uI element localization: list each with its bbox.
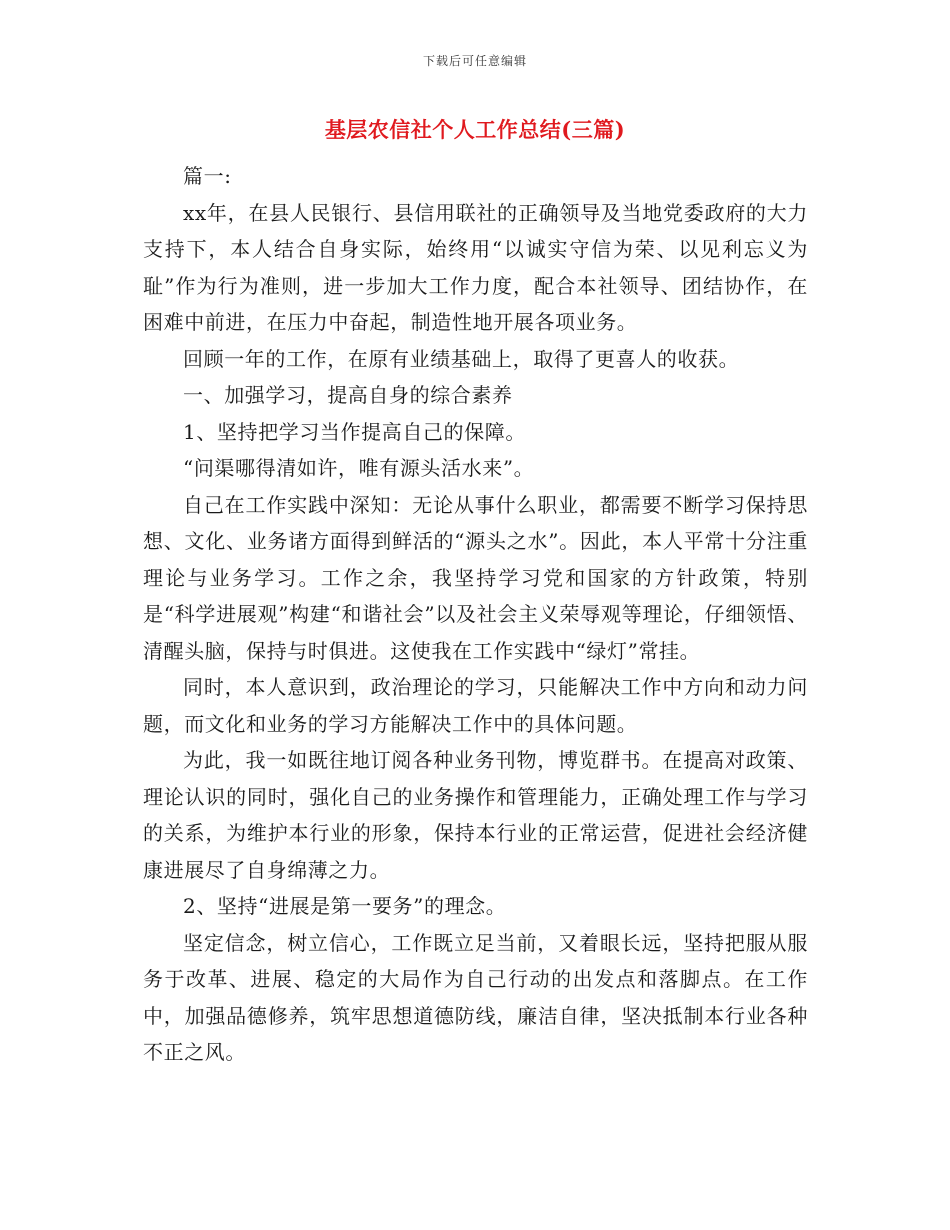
paragraph-belief: 坚定信念，树立信心，工作既立足当前，又着眼长远，坚持把服从服务于改革、进展、稳定的大局作为自己行动的出发点和落脚点。在工作中，加强品德修养，筑牢思想道德防线，廉洁自律，坚决抵制本行业各种不正之风。: [143, 930, 808, 1064]
subheading-point-two: 2、坚持“进展是第一要务”的理念。: [183, 894, 507, 918]
paragraph-intro: xx年，在县人民银行、县信用联社的正确领导及当地党委政府的大力支持下，本人结合自身实际，始终用“以诚实守信为荣、以见利忘义为耻”作为行为准则，进一步加大工作力度，配合本社领导、团结协作，在困难中前进，在压力中奋起，制造性地开展各项业务。: [143, 200, 808, 334]
document-title: 基层农信社个人工作总结(三篇): [324, 117, 626, 142]
section-label-part-one: 篇一:: [183, 164, 232, 188]
paragraph-awareness: 同时，本人意识到，政治理论的学习，只能解决工作中方向和动力问题，而文化和业务的学习方能解决工作中的具体问题。: [143, 675, 808, 736]
subheading-point-one: 1、坚持把学习当作提高自己的保障。: [183, 419, 526, 444]
paragraph-reading: 为此，我一如既往地订阅各种业务刊物，博览群书。在提高对政策、理论认识的同时，强化自己的业务操作和管理能力，正确处理工作与学习的关系，为维护本行业的形象，保持本行业的正常运营，促进社会经济健康进展尽了自身绵薄之力。: [143, 748, 808, 882]
paragraph-review: 回顾一年的工作，在原有业绩基础上，取得了更喜人的收获。: [183, 346, 740, 371]
quote-line: “问渠哪得清如许，唯有源头活水来”。: [183, 456, 535, 480]
paragraph-study-practice: 自己在工作实践中深知：无论从事什么职业，都需要不断学习保持思想、文化、业务诸方面得到鲜活的“源头之水”。因此，本人平常十分注重理论与业务学习。工作之余，我坚持学习党和国家的方针政策，特别是“科学进展观”构建“和谐社会”以及社会主义荣辱观等理论，仔细领悟、清醒头脑，保持与时俱进。这使我在工作实践中“绿灯”常挂。: [143, 492, 808, 663]
heading-section-one: 一、加强学习，提高自身的综合素养: [183, 383, 513, 407]
document-body: [143, 158, 808, 1071]
page-header-note: 下载后可任意编辑: [422, 54, 527, 68]
